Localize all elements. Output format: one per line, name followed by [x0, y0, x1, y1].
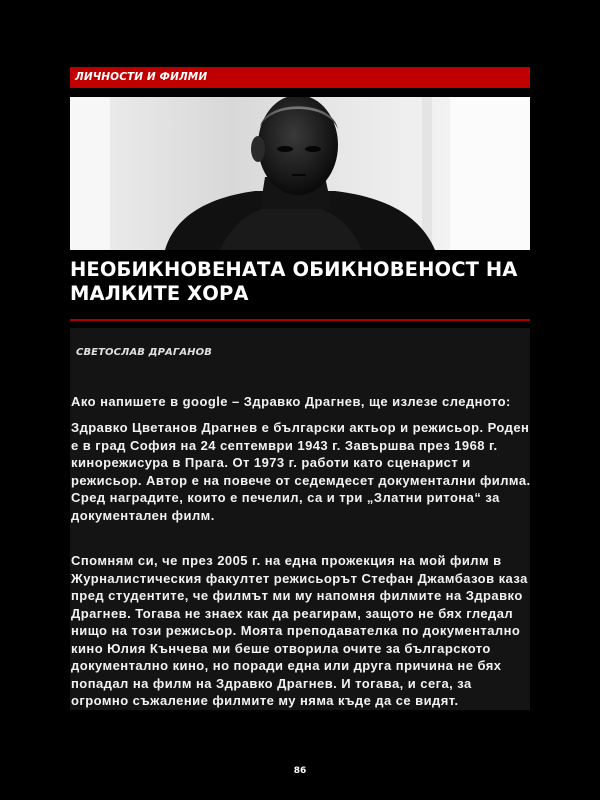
article-paragraph: Здравко Цветанов Драгнев е български актьор и режисьор. Роден е в град София на 24 септември 1943 г. Завършва през 1968 г. кинорежисура в Прага. От 1973 г. работи като сценарист и режисьор. Автор е на повече от седемдесет документални филма. Сред наградите, които е печелил, са и три „Златни ритона“ за документален филм. — [71, 420, 531, 523]
page-number: 86 — [293, 766, 307, 776]
article-paragraph: Спомням си, че през 2005 г. на една прожекция на мой филм в Журналистическия факултет режисьорът Стефан Джамбазов каза пред студентите, че филмът ми му напомня филмите на Здравко Драгнев. Тогава не знаех как да реагирам, защото не бях гледал нищо на този режисьор. Моята преподавателка по документално кино Юлия Кънчева ми беше отворила очите за българското документално кино, но поради една или друга причина не бях попадал на филм на Здравко Драгнев. И тогава, и сега, за огромно съжаление филмите му няма къде да се видят. — [71, 553, 528, 708]
author-name: СВЕТОСЛАВ ДРАГАНОВ — [76, 347, 212, 358]
section-label: ЛИЧНОСТИ И ФИЛМИ — [70, 67, 530, 88]
article-title-line-2: МАЛКИТЕ ХОРА — [70, 282, 249, 305]
title-divider — [70, 319, 530, 321]
article-paragraph: Ако напишете в google – Здравко Драгнев, ще излезе следното: — [71, 394, 511, 409]
article-title — [70, 258, 530, 306]
portrait-photo — [70, 97, 530, 250]
article-title-line-1: НЕОБИКНОВЕНАТА ОБИКНОВЕНОСТ НА — [70, 258, 518, 281]
